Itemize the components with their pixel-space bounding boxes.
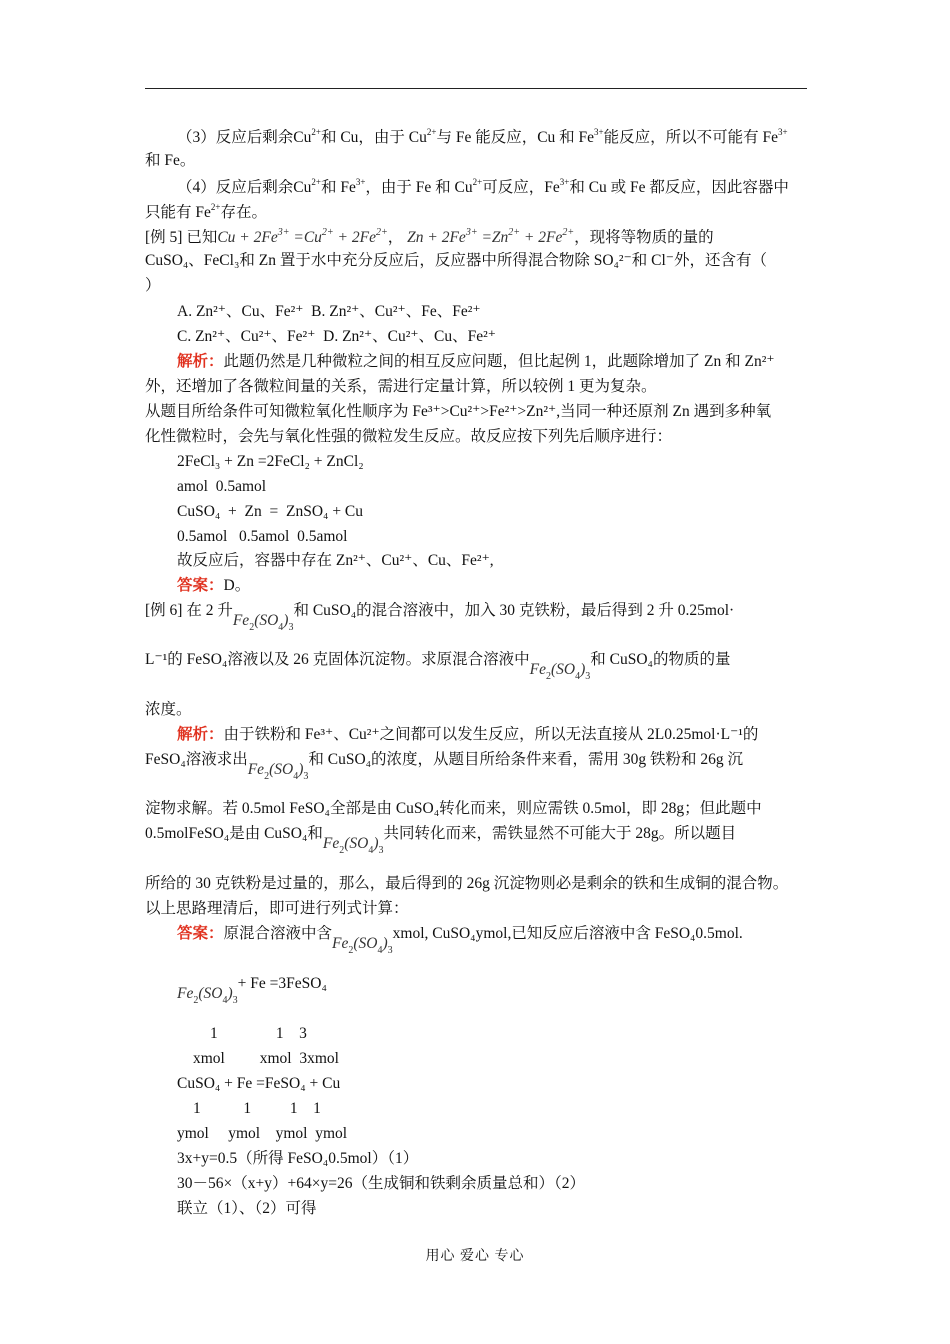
- formula-image: $Fe_2(SO_4)_3$: [529, 661, 591, 682]
- text-line: 0.5molFeSO₄是由 CuSO₄和$Fe_2(SO_4)_3$共同转化而来，需铁显然不可能大于 28g。所以题目: [145, 825, 737, 856]
- text-line: 所给的 30 克铁粉是过量的，那么，最后得到的 26g 沉淀物则必是剩余的铁和生成铜的混合物。: [145, 875, 789, 892]
- equation-line: 1 1 3: [210, 1025, 307, 1042]
- analysis-line: 解析：此题仍然是几种微粒之间的相互反应问题，但比起例 1，此题除增加了 Zn 和 Zn²⁺: [177, 353, 775, 370]
- analysis-line: 解析：由于铁粉和 Fe³⁺、Cu²⁺之间都可以发生反应，所以无法直接从 2L0.25mol·L⁻¹的: [177, 726, 759, 743]
- analysis-label: 解析：: [177, 726, 224, 743]
- formula-image: $Fe_2(SO_4)_3$: [332, 935, 393, 956]
- answer-line: 答案：D。: [177, 577, 251, 594]
- equation-line: CuSO₄ + Zn = ZnSO₄ + Cu: [177, 503, 364, 520]
- formula-image: $Fe_2(SO_4)_3$: [247, 761, 309, 782]
- text-line: 只能有 $Fe^{2+}$存在。: [145, 202, 267, 221]
- equation-line: 0.5amol 0.5amol 0.5amol: [177, 528, 348, 545]
- text-line: 淀物求解。若 0.5mol FeSO₄全部是由 CuSO₄转化而来，则应需铁 0.5mol，即 28g；但此题中: [145, 800, 762, 817]
- answer-label: 答案：: [177, 577, 224, 594]
- text-line: 化性微粒时，会先与氧化性强的微粒发生反应。故反应按下列先后顺序进行：: [145, 428, 673, 445]
- equation-line: ymol ymol ymol ymol: [177, 1125, 348, 1142]
- text-line: （4）反应后剩余$Cu^{2+}$和 $Fe^{3+}$，由于 Fe 和 $Cu^{2+}$可反应，$Fe^{3+}$和 Cu 或 Fe 都反应，因此容器中: [177, 177, 789, 196]
- text-line: 外，还增加了各微粒间量的关系，需进行定量计算，所以较例 1 更为复杂。: [145, 378, 657, 395]
- text-line: FeSO₄溶液求出$Fe_2(SO_4)_3$和 CuSO₄的浓度，从题目所给条件来看，需用 30g 铁粉和 26g 沉: [145, 751, 744, 782]
- equation-line: amol 0.5amol: [177, 478, 267, 495]
- example-5-title: [例 5] 已知$Cu + 2Fe^{3+} =Cu^{2+} + 2Fe^{2+}$， $Zn + 2Fe^{3+} =Zn^{2+} + 2Fe^{2+}$，现将等物质的量的: [145, 227, 714, 246]
- equation-line: 2FeCl₃ + Zn =2FeCl₂ + ZnCl₂: [177, 453, 364, 470]
- analysis-label: 解析：: [177, 353, 224, 370]
- equation-line: 3x+y=0.5（所得 FeSO₄0.5mol）（1）: [177, 1150, 419, 1167]
- page-footer: 用心 爱心 专心: [425, 1249, 525, 1264]
- equation-line: CuSO₄ + Fe =FeSO₄ + Cu: [177, 1075, 341, 1092]
- answer-line: 答案：原混合溶液中含$Fe_2(SO_4)_3xmol$, CuSO₄ymol,已知反应后溶液中含 FeSO₄0.5mol.: [177, 925, 743, 956]
- text-line: 故反应后，容器中存在 Zn²⁺、Cu²⁺、Cu、Fe²⁺,: [177, 552, 494, 569]
- equation-image: $Zn + 2Fe^{3+} =Zn^{2+} + 2Fe^{2+}$: [407, 227, 575, 246]
- text-line: L⁻¹的 FeSO₄溶液以及 26 克固体沉淀物。求原混合溶液中$Fe_2(SO_4)_3$和 CuSO₄的物质的量: [145, 651, 731, 682]
- text-line: 和 Fe。: [145, 152, 196, 169]
- text-line: （3）反应后剩余$Cu^{2+}$和 Cu，由于 $Cu^{2+}$与 Fe 能反应，Cu 和 $Fe^{3+}$能反应，所以不可能有 $Fe^{3+}$: [177, 127, 788, 146]
- text-line: ）: [145, 277, 161, 294]
- option-line: C. Zn²⁺、Cu²⁺、Fe²⁺ D. Zn²⁺、Cu²⁺、Cu、Fe²⁺: [177, 328, 496, 345]
- text-line: 以上思路理清后，即可进行列式计算：: [145, 900, 409, 917]
- text-line: CuSO₄、FeCl₃和 Zn 置于水中充分反应后，反应器中所得混合物除 SO₄²⁻和 Cl⁻外，还含有（: [145, 252, 767, 269]
- formula-image: $Fe_2(SO_4)_3$: [177, 985, 238, 1006]
- equation-line: xmol xmol 3xmol: [193, 1050, 339, 1067]
- answer-label: 答案：: [177, 925, 224, 942]
- option-line: A. Zn²⁺、Cu、Fe²⁺ B. Zn²⁺、Cu²⁺、Fe、Fe²⁺: [177, 303, 481, 320]
- text-line: 从题目所给条件可知微粒氧化性顺序为 Fe³⁺>Cu²⁺>Fe²⁺>Zn²⁺,当同一种还原剂 Zn 遇到多种氧: [145, 403, 772, 420]
- equation-line: 30－56×（x+y）+64×y=26（生成铜和铁剩余质量总和）（2）: [177, 1175, 585, 1192]
- example-6-title: [例 6] 在 2 升$Fe_2(SO_4)_3$和 CuSO₄的混合溶液中，加入 30 克铁粉，最后得到 2 升 0.25mol·: [145, 602, 735, 633]
- text-line: 浓度。: [145, 701, 192, 718]
- equation-image: $Cu + 2Fe^{3+} =Cu^{2+} + 2Fe^{2+}$: [217, 227, 388, 246]
- text-line: 联立（1）、（2）可得: [177, 1200, 317, 1217]
- equation-line: 1 1 1 1: [193, 1100, 321, 1117]
- header-rule: [145, 88, 807, 89]
- formula-image: $Fe_2(SO_4)_3$: [232, 612, 294, 633]
- formula-image: $Fe_2(SO_4)_3$: [322, 835, 384, 856]
- equation-line: $Fe_2(SO_4)_3+ Fe$ =3FeSO₄: [177, 975, 327, 1006]
